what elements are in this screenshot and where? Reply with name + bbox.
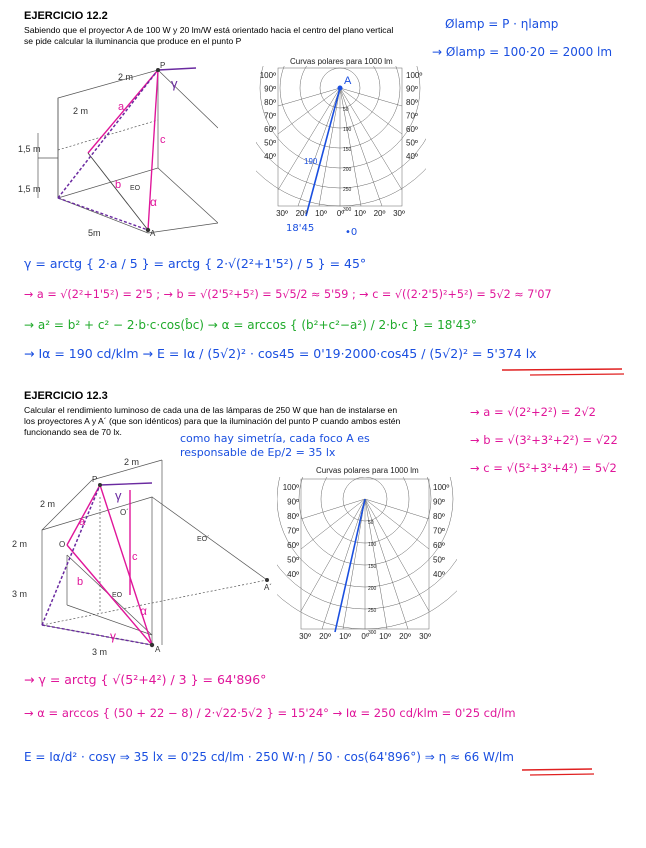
point-label: P xyxy=(160,61,166,70)
polar-angle-label: 60º xyxy=(287,541,299,550)
diagram-label: a xyxy=(79,516,86,528)
polar-angle-label: 60º xyxy=(264,125,276,134)
polar-angle-label: 70º xyxy=(264,111,276,121)
polar-angle-label: 10º xyxy=(339,632,351,641)
polar-angle-label: 100º xyxy=(433,483,450,492)
polar-angle-label: 10º xyxy=(354,209,366,218)
equation-gamma: γ = arctg { 2·a / 5 } = arctg { 2·√(2²+1'5²) / 5 } = 45° xyxy=(24,256,367,271)
answer-underline xyxy=(520,764,600,778)
note-a: → a = √(2²+2²) = 2√2 xyxy=(470,405,596,419)
polar-radial-label: 150 xyxy=(368,564,377,570)
equation-alpha: → a² = b² + c² − 2·b·c·cos(b̂c) → α = arccos { (b²+c²−a²) / 2·b·c } = 18'43° xyxy=(24,318,477,332)
polar-angle-label: 10º xyxy=(315,209,327,218)
exercise-title-12-3: EJERCICIO 12.3 xyxy=(24,390,108,402)
zero-mark: •0 xyxy=(345,227,358,238)
point-label: A´ xyxy=(264,583,272,592)
polar-radial-label: 250 xyxy=(368,608,377,614)
equation-efficacy: E = Iα/d² · cosγ ⇒ 35 lx = 0'25 cd/lm · 250 W·η / 50 · cos(64'896°) ⇒ η ≈ 66 W/lm xyxy=(24,750,514,764)
diagram-label: EO´ xyxy=(197,536,210,543)
statement-line: los proyectores A y A´ (que son idénticos) para que la iluminación del punto P cuando ambos estén xyxy=(24,416,401,426)
polar-angle-label: 30º xyxy=(276,209,288,218)
note-c: → c = √(5²+3²+4²) = 5√2 xyxy=(470,461,617,475)
statement-line: Calcular el rendimiento luminoso de cada una de las lámparas de 250 W que han de instalarse en xyxy=(24,405,398,415)
answer-underline xyxy=(500,364,630,378)
polar-radial-label: 50 xyxy=(343,107,349,113)
polar-angle-label: 0º xyxy=(361,632,369,641)
polar-angle-label: 90º xyxy=(264,84,276,94)
dim-label: 2 m xyxy=(124,457,140,467)
point-label: A xyxy=(150,229,156,238)
diagram-label: b xyxy=(77,576,84,588)
point-label: P xyxy=(92,475,98,484)
polar-radial-label: 300 xyxy=(343,207,352,213)
dim-label: 1,5 m xyxy=(18,144,41,154)
room-diagram-12-3 xyxy=(12,455,277,655)
note-flux-formula: Ølamp = P · ηlamp xyxy=(445,17,559,31)
equation-illuminance: → Iα = 190 cd/klm → E = Iα / (5√2)² · cos45 = 0'19·2000·cos45 / (5√2)² = 5'374 lx xyxy=(24,346,537,361)
polar-angle-label: 100º xyxy=(282,483,299,492)
polar-radial-label: 200 xyxy=(368,586,377,592)
polar-angle-label: 50º xyxy=(433,555,445,565)
note-symmetry-line2: responsable de Ep/2 = 35 lx xyxy=(180,446,336,459)
diagram-label: c xyxy=(132,551,138,563)
diagram-label: c xyxy=(160,134,166,146)
polar-angle-label: 10º xyxy=(379,632,391,641)
polar-chart-title: Curvas polares para 1000 lm xyxy=(316,466,419,475)
polar-angle-label: 20º xyxy=(399,632,411,641)
polar-angle-label: 40º xyxy=(264,152,276,161)
polar-radial-label: 50 xyxy=(368,520,374,526)
equation-alpha: → α = arccos { (50 + 22 − 8) / 2·√22·5√2 } = 15'24° → Iα = 250 cd/klm = 0'25 cd/lm xyxy=(24,706,516,720)
polar-radial-label: 300 xyxy=(368,630,377,636)
statement-line: Sabiendo que el proyector A de 100 W y 20 lm/W está orientado hacia el centro del plano vertical xyxy=(24,25,394,35)
statement-line: se pide calcular la iluminancia que produce en el punto P xyxy=(24,36,242,46)
dim-label: 2 m xyxy=(40,499,56,509)
point-label: A xyxy=(155,645,161,654)
polar-angle-label: 40º xyxy=(433,570,445,579)
alpha-symbol: α xyxy=(150,195,157,209)
polar-angle-label: 50º xyxy=(264,138,276,148)
note-symmetry-line1: como hay simetría, cada foco A es xyxy=(180,432,370,445)
point-label: A xyxy=(344,75,352,87)
gamma-symbol: γ xyxy=(115,488,122,503)
polar-angle-label: 90º xyxy=(433,497,445,507)
diagram-label: a xyxy=(118,101,125,113)
polar-angle-label: 0º xyxy=(336,209,345,218)
polar-angle-label: 60º xyxy=(406,125,418,134)
polar-angle-label: 30º xyxy=(419,632,431,641)
diagram-label: b xyxy=(115,179,122,191)
polar-radial-label: 100 xyxy=(368,542,377,548)
polar-chart-title: Curvas polares para 1000 lm xyxy=(290,57,393,66)
dim-label: 3 m xyxy=(12,589,28,599)
equation-gamma: → γ = arctg { √(5²+4²) / 3 } = 64'896° xyxy=(24,672,267,687)
dim-label: 2 m xyxy=(12,539,28,549)
polar-angle-label: 20º xyxy=(319,632,331,641)
polar-radial-label: 250 xyxy=(343,187,352,193)
gamma-symbol: γ xyxy=(171,76,178,91)
dim-label: 1,5 m xyxy=(18,184,41,194)
polar-angle-label: 40º xyxy=(287,570,299,579)
polar-angle-label: 70º xyxy=(406,111,418,121)
polar-angle-label: 80º xyxy=(433,512,445,521)
polar-radial-label: 150 xyxy=(343,147,352,153)
reading-value: 190 xyxy=(304,157,318,166)
dim-label: 2 m xyxy=(73,106,89,116)
polar-angle-label: 100º xyxy=(406,71,423,80)
dim-label: 3 m xyxy=(92,647,108,655)
polar-angle-label: 90º xyxy=(287,497,299,507)
polar-angle-label: 70º xyxy=(433,526,445,536)
polar-chart-12-2 xyxy=(256,66,426,226)
statement-line: funcionando sea de 70 lx. xyxy=(24,427,122,437)
note-flux-value: → Ølamp = 100·20 = 2000 lm xyxy=(432,45,613,59)
polar-angle-label: 80º xyxy=(287,512,299,521)
polar-angle-label: 60º xyxy=(433,541,445,550)
polar-angle-label: 50º xyxy=(287,555,299,565)
polar-chart-12-3 xyxy=(277,477,457,642)
diagram-label: EO xyxy=(112,592,123,599)
polar-angle-label: 100º xyxy=(259,71,276,80)
dim-label: 2 m xyxy=(118,72,134,82)
room-diagram-12-2 xyxy=(18,58,218,238)
point-label: O´ xyxy=(120,508,129,517)
point-label: O xyxy=(59,540,66,549)
exercise-title-12-2: EJERCICIO 12.2 xyxy=(24,10,108,22)
polar-angle-label: 80º xyxy=(406,98,418,107)
polar-angle-label: 80º xyxy=(264,98,276,107)
polar-angle-label: 30º xyxy=(393,209,405,218)
polar-angle-label: 90º xyxy=(406,84,418,94)
polar-radial-label: 200 xyxy=(343,167,352,173)
polar-angle-label: 30º xyxy=(299,632,311,641)
polar-angle-label: 40º xyxy=(406,152,418,161)
polar-angle-label: 50º xyxy=(406,138,418,148)
angle-reading: 18'45 xyxy=(286,223,315,234)
equation-sides: → a = √(2²+1'5²) = 2'5 ; → b = √(2'5²+5²) = 5√5/2 ≈ 5'59 ; → c = √((2·2'5)²+5²) = 5√2 ≈ 7'07 xyxy=(24,288,552,301)
gamma-symbol: γ xyxy=(110,629,116,643)
polar-angle-label: 20º xyxy=(373,209,386,218)
alpha-symbol: α xyxy=(140,604,147,618)
reading-line xyxy=(306,88,340,216)
dim-label: 5m xyxy=(88,228,101,238)
polar-angle-label: 70º xyxy=(287,526,299,536)
polar-angle-label: 20º xyxy=(295,209,308,218)
polar-radial-label: 100 xyxy=(343,127,352,133)
diagram-label: EO xyxy=(130,185,141,192)
exercise-statement-12-2 xyxy=(24,25,444,47)
note-b: → b = √(3²+3²+2²) = √22 xyxy=(470,433,618,447)
line-a xyxy=(67,485,100,545)
